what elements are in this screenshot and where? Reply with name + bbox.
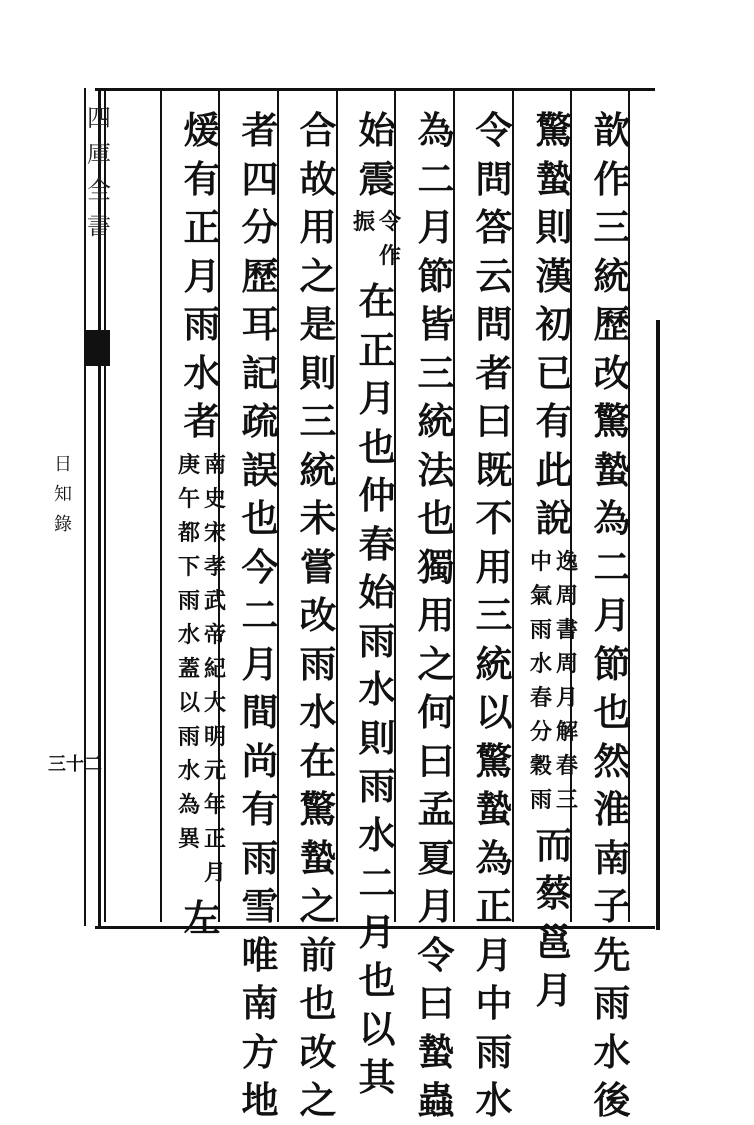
main-char: 之 [299, 884, 337, 928]
main-char: 月 [417, 884, 455, 928]
text-column [532, 106, 576, 543]
main-char: 尚 [241, 738, 279, 783]
note-char: 下 [178, 553, 201, 580]
main-char: 改 [593, 350, 631, 395]
margin-char: 四 [87, 104, 111, 132]
note-char: 三 [556, 786, 579, 813]
main-char: 說 [535, 496, 573, 540]
main-char: 驚 [593, 399, 631, 443]
main-char: 之 [417, 641, 455, 686]
main-char: 統 [593, 253, 631, 298]
main-char: 已 [535, 350, 573, 395]
main-char: 此 [535, 447, 573, 492]
note-char: 孝 [204, 553, 227, 580]
main-char: 正 [183, 205, 221, 249]
main-char: 歷 [593, 302, 631, 346]
main-char: 之 [299, 253, 337, 298]
main-char: 云 [475, 253, 513, 298]
main-char: 既 [475, 447, 513, 492]
main-char: 問 [475, 156, 513, 201]
main-char: 蟄 [299, 835, 337, 880]
text-column-tail [355, 277, 399, 1102]
main-char: 答 [475, 205, 513, 249]
main-char: 則 [535, 205, 573, 249]
main-char: 有 [183, 156, 221, 201]
main-char: 水 [358, 667, 396, 711]
main-char: 則 [358, 715, 396, 760]
main-char: 震 [358, 156, 396, 201]
text-column [355, 106, 399, 203]
main-char: 故 [299, 156, 337, 201]
note-char: 解 [556, 718, 579, 745]
note-char: 都 [178, 519, 201, 546]
main-char: 雨 [593, 981, 631, 1025]
main-char: 以 [358, 1006, 396, 1051]
main-char: 煖 [183, 108, 221, 152]
main-char: 先 [593, 932, 631, 977]
main-char: 改 [299, 593, 337, 637]
note-char: 令 [379, 209, 402, 235]
note-char: 春 [556, 752, 579, 779]
main-char: 水 [183, 350, 221, 395]
main-char: 始 [358, 570, 396, 614]
text-column [296, 106, 340, 1125]
main-char: 南 [593, 835, 631, 880]
main-char: 淮 [593, 787, 631, 831]
main-char: 蟄 [535, 156, 573, 201]
main-char: 也 [299, 981, 337, 1025]
main-char: 者 [183, 399, 221, 443]
note-char: 雨 [530, 616, 553, 643]
main-char: 為 [593, 496, 631, 540]
main-char: 月 [241, 641, 279, 686]
main-char: 初 [535, 302, 573, 346]
text-column [238, 106, 282, 1125]
main-char: 月 [183, 253, 221, 298]
main-char: 雪 [241, 884, 279, 928]
main-char: 用 [475, 544, 513, 589]
main-char: 春 [358, 521, 396, 566]
text-column-tail [180, 894, 224, 943]
main-char: 也 [241, 496, 279, 540]
main-char: 者 [241, 108, 279, 152]
main-char: 中 [475, 981, 513, 1025]
main-char: 是 [299, 302, 337, 346]
main-char: 夏 [417, 835, 455, 880]
main-char: 三 [299, 399, 337, 443]
main-char: 何 [417, 690, 455, 734]
note-char: 春 [530, 684, 553, 711]
annotation-left [530, 545, 552, 817]
outer-border-right [656, 320, 668, 930]
note-char: 年 [204, 791, 227, 818]
main-char: 始 [358, 108, 396, 152]
main-char: 嘗 [299, 544, 337, 589]
main-char: 曰 [475, 399, 513, 443]
main-char: 驚 [475, 738, 513, 783]
main-char: 也 [358, 424, 396, 469]
note-char: 蓋 [178, 655, 201, 682]
note-char: 午 [178, 485, 201, 512]
main-char: 分 [241, 205, 279, 249]
main-char: 合 [299, 108, 337, 152]
note-char: 明 [204, 723, 227, 750]
main-char: 左 [183, 895, 221, 940]
annotation-left [178, 448, 200, 856]
main-char: 以 [475, 690, 513, 734]
main-char: 漢 [535, 253, 573, 298]
main-char: 為 [417, 108, 455, 152]
main-char: 月 [535, 968, 573, 1012]
main-char: 耳 [241, 302, 279, 346]
main-char: 蟄 [593, 447, 631, 492]
main-char: 統 [417, 399, 455, 443]
main-char: 雨 [241, 835, 279, 880]
main-char: 今 [241, 544, 279, 589]
note-char: 水 [178, 621, 201, 648]
main-char: 在 [299, 738, 337, 783]
main-char: 之 [299, 1078, 337, 1122]
main-char: 雨 [183, 302, 221, 346]
main-char: 月 [417, 205, 455, 249]
main-char: 二 [358, 861, 396, 905]
main-char: 水 [475, 1078, 513, 1122]
main-char: 邕 [535, 919, 573, 964]
main-char: 記 [241, 350, 279, 395]
main-char: 月 [593, 593, 631, 637]
seal-mark [84, 330, 110, 366]
annotation-right [379, 205, 401, 273]
main-char: 統 [299, 447, 337, 492]
main-char: 有 [241, 787, 279, 831]
note-char: 穀 [530, 752, 553, 779]
margin-char: 書 [87, 212, 111, 240]
main-char: 在 [358, 279, 396, 323]
main-char: 也 [358, 958, 396, 1002]
main-char: 唯 [241, 932, 279, 977]
main-char: 二 [417, 156, 455, 201]
main-char: 者 [475, 350, 513, 395]
main-char: 蟲 [417, 1078, 455, 1122]
main-char: 蟄 [475, 787, 513, 831]
main-char: 令 [417, 932, 455, 977]
main-char: 驚 [535, 108, 573, 152]
main-char: 水 [299, 690, 337, 734]
main-char: 其 [358, 1055, 396, 1099]
main-char: 正 [475, 884, 513, 928]
main-char: 改 [299, 1029, 337, 1074]
note-char: 周 [556, 650, 579, 677]
note-char: 月 [556, 684, 579, 711]
text-column [472, 106, 516, 1125]
main-char: 也 [593, 690, 631, 734]
main-char: 用 [417, 593, 455, 637]
main-char: 地 [241, 1078, 279, 1122]
note-char: 南 [204, 451, 227, 478]
note-char: 武 [204, 587, 227, 614]
note-char: 振 [353, 209, 376, 235]
main-char: 月 [358, 909, 396, 954]
main-char: 三 [475, 593, 513, 637]
main-char: 四 [241, 156, 279, 201]
main-char: 令 [475, 108, 513, 152]
column-rule [160, 90, 162, 922]
main-char: 驚 [299, 787, 337, 831]
main-char: 曰 [417, 738, 455, 783]
main-char: 三 [417, 350, 455, 395]
main-char: 用 [299, 205, 337, 249]
main-char: 雨 [475, 1029, 513, 1074]
main-char: 疏 [241, 399, 279, 443]
main-char: 二 [593, 544, 631, 589]
main-char: 雨 [299, 641, 337, 686]
note-char: 以 [178, 689, 201, 716]
note-char: 書 [556, 616, 579, 643]
main-char: 未 [299, 496, 337, 540]
column-rule [104, 90, 106, 922]
note-char: 雨 [178, 723, 201, 750]
note-char: 為 [178, 791, 201, 818]
margin-char: 錄 [54, 514, 72, 535]
main-char: 獨 [417, 544, 455, 589]
main-char: 孟 [417, 787, 455, 831]
main-char: 方 [241, 1029, 279, 1074]
page-number: 三十二 [48, 754, 102, 775]
main-char: 為 [475, 835, 513, 880]
main-char: 雨 [358, 764, 396, 808]
note-char: 周 [556, 582, 579, 609]
note-char: 月 [204, 859, 227, 886]
main-char: 月 [358, 376, 396, 420]
note-char: 異 [178, 825, 201, 852]
note-char: 雨 [530, 786, 553, 813]
text-column [180, 106, 224, 446]
main-char: 皆 [417, 302, 455, 346]
main-char: 水 [358, 812, 396, 857]
main-char: 雨 [358, 618, 396, 663]
note-char: 史 [204, 485, 227, 512]
main-char: 誤 [241, 447, 279, 492]
main-char: 然 [593, 738, 631, 783]
main-char: 問 [475, 302, 513, 346]
main-char: 間 [241, 690, 279, 734]
main-char: 子 [593, 884, 631, 928]
main-char: 也 [417, 496, 455, 540]
main-char: 月 [475, 932, 513, 977]
main-char: 蔡 [535, 871, 573, 915]
main-char: 二 [241, 593, 279, 637]
series-title [88, 100, 110, 244]
annotation-right [556, 545, 578, 817]
note-char: 雨 [178, 587, 201, 614]
note-char: 大 [204, 689, 227, 716]
main-char: 南 [241, 981, 279, 1025]
main-char: 節 [417, 253, 455, 298]
note-char: 分 [530, 718, 553, 745]
main-char: 統 [475, 641, 513, 686]
main-char: 則 [299, 350, 337, 395]
note-char: 紀 [204, 655, 227, 682]
main-char: 水 [593, 1029, 631, 1074]
main-char: 前 [299, 932, 337, 977]
note-char: 水 [530, 650, 553, 677]
annotation-right [204, 448, 226, 890]
main-char: 歆 [593, 108, 631, 152]
margin-char: 知 [54, 484, 72, 505]
main-char: 正 [358, 327, 396, 372]
note-char: 中 [530, 548, 553, 575]
note-char: 帝 [204, 621, 227, 648]
main-char: 有 [535, 399, 573, 443]
main-char: 節 [593, 641, 631, 686]
note-char: 氣 [530, 582, 553, 609]
text-column-tail [532, 821, 576, 1015]
margin-char: 全 [87, 176, 111, 204]
note-char: 元 [204, 757, 227, 784]
main-char: 而 [535, 822, 573, 867]
note-char: 正 [204, 825, 227, 852]
margin-char: 日 [54, 454, 72, 475]
main-char: 作 [593, 156, 631, 201]
note-char: 庚 [178, 451, 201, 478]
main-char: 歷 [241, 253, 279, 298]
main-char: 仲 [358, 473, 396, 517]
text-column [414, 106, 458, 1125]
book-title [50, 450, 76, 540]
note-char: 宋 [204, 519, 227, 546]
text-column [590, 106, 634, 1125]
note-char: 作 [379, 243, 402, 269]
note-char: 逸 [556, 548, 579, 575]
main-char: 後 [593, 1078, 631, 1122]
main-char: 曰 [417, 981, 455, 1025]
annotation-left [353, 205, 375, 239]
main-char: 蟄 [417, 1029, 455, 1074]
margin-char: 庫 [87, 140, 111, 168]
main-char: 三 [593, 205, 631, 249]
main-char: 法 [417, 447, 455, 492]
note-char: 水 [178, 757, 201, 784]
main-char: 不 [475, 496, 513, 540]
